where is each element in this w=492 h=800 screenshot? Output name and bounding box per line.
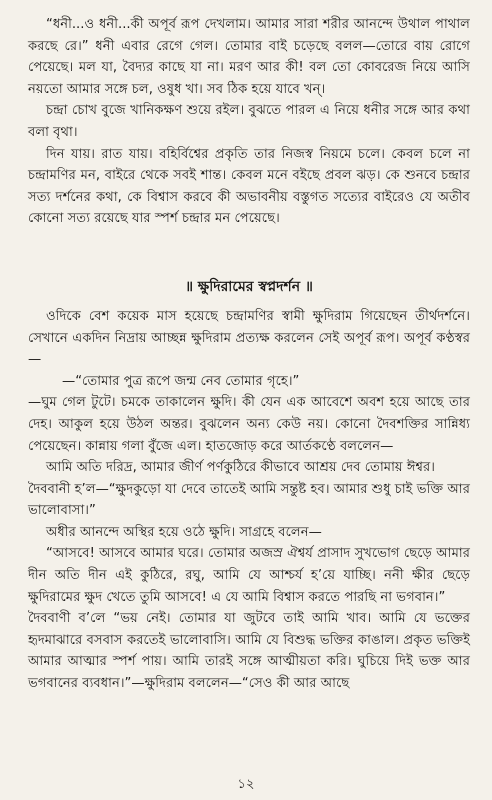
paragraph: “আসবে! আসবে আমার ঘরে। তোমার অজস্র ঐশ্বর্য প্রাসাদ সুখভোগ ছেড়ে আমার দীন অতি দীন এই কুঠিরে, রঘু, আমি যে আশ্চর্য হ’য়ে যাচ্ছি। ননী ক্ষীর ছেড়ে ক্ষুদিরামের ক্ষুদ খেতে তুমি আসবে! এ যে আমি বিশ্বাস করতে পারছি না ভগবান।” [28, 546, 470, 605]
paragraph: অধীর আনন্দে অস্থির হয়ে ওঠে ক্ষুদি। সাগ্রহে বলেন— [46, 524, 322, 540]
page-number: ১২ [237, 777, 255, 792]
paragraph: দৈববানী হ’ল—“ক্ষুদকুড়ো যা দেবে তাতেই আমি সন্তুষ্ট হব। আমার শুধু চাই ভক্তি আর ভালোবাসা।” [28, 481, 470, 519]
section-heading: ॥ ক্ষুদিরামের স্বপ্নদর্শন ॥ [185, 278, 313, 295]
paragraph: —ঘুম গেল টুটে। চমকে তাকালেন ক্ষুদি। কী যেন এক আবেশে অবশ হয়ে আছে তার দেহ। আকুল হয়ে উঠল অন্তর। বুঝলেন অন্য কেউ নয়। কোনো দৈবশক্তির সান্নিধ্য পেয়েছেন। কান্নায় গলা বুঁজে এল। হাতজোড় করে আর্তকণ্ঠে বললেন— [28, 395, 470, 454]
paragraph: চন্দ্রা চোখ বুজে খানিকক্ষণ শুয়ে রইল। বুঝতে পারল এ নিয়ে ধনীর সঙ্গে আর কথা বলা বৃথা। [28, 103, 470, 140]
paragraph: ওদিকে বেশ কয়েক মাস হয়েছে চন্দ্রামণির স্বামী ক্ষুদিরাম গিয়েছেন তীর্থদর্শনে। সেখানে একদিন নিদ্রায় আচ্ছন্ন ক্ষুদিরাম প্রত্যক্ষ করলেন সেই অপূর্ব রূপ। অপূর্ব কণ্ঠস্বর— [28, 308, 470, 368]
paragraph: “ধনী...ও ধনী...কী অপূর্ব রূপ দেখলাম। আমার সারা শরীর আনন্দে উথাল পাথাল করছে রে।” ধনী এবার রেগে গেল। তোমার বাই চড়েছে বলল—তোরে বায় রোগে পেয়েছে। মল যা, বৈদ্যর কাছে যা না। মরণ আর কী! বল তো কোবরেজ নিয়ে আসি নয়তো আমার সঙ্গে চল, ওষুধ খা। সব ঠিক হয়ে যাবে খন্। [28, 17, 470, 97]
quote-line: —“তোমার পুত্র রূপে জন্ম নেব তোমার গৃহে।” [62, 373, 300, 389]
paragraph: আমি অতি দরিদ্র, আমার জীর্ণ পর্ণকুঠিরে কীভাবে আশ্রয় দেব তোমায় ঈশ্বর। [46, 460, 435, 476]
paragraph: দিন যায়। রাত যায়। বহির্বিশ্বের প্রকৃতি তার নিজস্ব নিয়মে চলে। কেবল চলে না চন্দ্রামণির মন, বাইরে থেকে সবই শান্ত। কেবল মনে বইছে প্রবল ঝড়। কে শুনবে চন্দ্রার সত্য দর্শনের কথা, কে বিশ্বাস করবে কী অভাবনীয় বস্তুগত সত্যের বাইরেও যে অতীব কোনো সত্য রয়েছে যার স্পর্শ চন্দ্রার মন পেয়েছে। [28, 146, 470, 227]
paragraph: দৈববাণী ব’লে “ভয় নেই। তোমার যা জুটবে তাই আমি খাব। আমি যে ভক্তের হৃদমাঝারে বসবাস করতেই ভালোবাসি। আমি যে বিশুদ্ধ ভক্তির কাঙাল। প্রকৃত ভক্তিই আমার আত্মার স্পর্শ পায়। আমি তারই সঙ্গে আত্মীয়তা করি। ঘুচিয়ে দিই ভক্ত আর ভগবানের ব্যবধান।”—ক্ষুদিরাম বললেন—“সেও কী আর আছে [28, 611, 470, 692]
